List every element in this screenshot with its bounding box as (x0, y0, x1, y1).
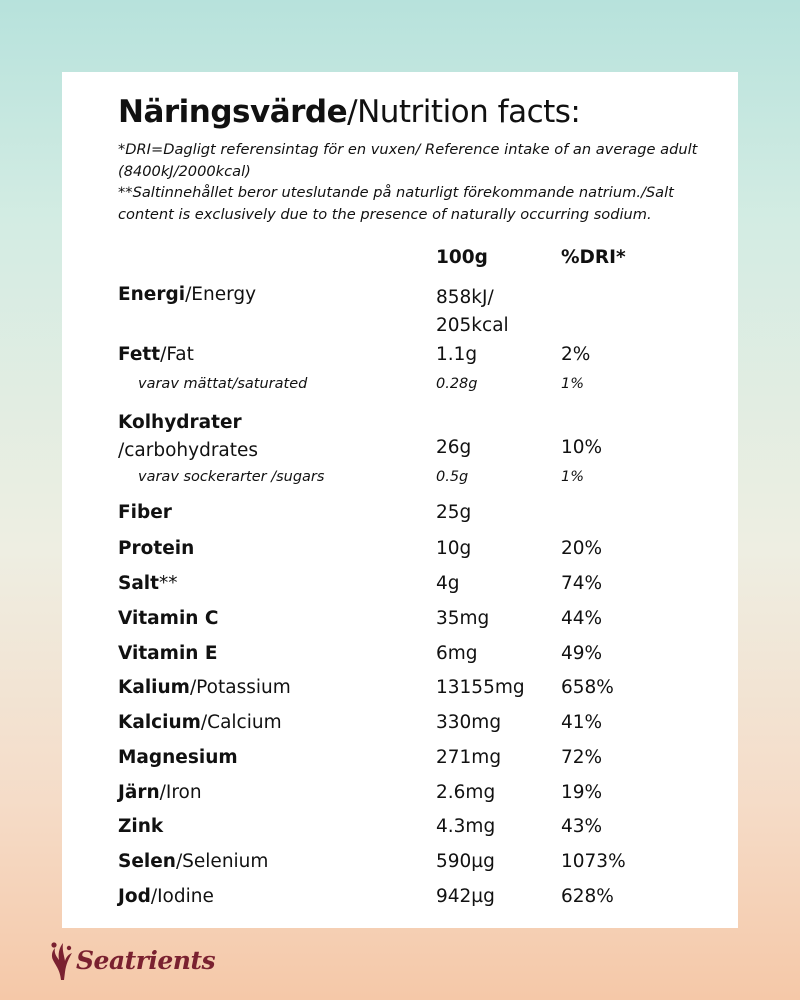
nutrition-card (62, 72, 738, 928)
row-value: 2.6mg (436, 782, 496, 803)
row-value: 858kJ/ 205kcal (436, 287, 509, 336)
row-value: 13155mg (436, 677, 525, 698)
row-sugars (118, 469, 718, 499)
row-fiber (118, 502, 718, 532)
row-value: 0.5g (436, 469, 469, 485)
row-potassium (118, 677, 718, 707)
row-dri: 628% (561, 886, 614, 907)
seaweed-icon (48, 940, 74, 980)
title-bold: Näringsvärde (118, 94, 348, 130)
row-dri: 10% (561, 437, 603, 458)
row-name: Energi/Energy (118, 284, 257, 305)
row-dri: 20% (561, 538, 603, 559)
row-name: Magnesium (118, 747, 238, 768)
row-name: varav sockerarter /sugars (138, 469, 325, 485)
row-dri: 43% (561, 816, 603, 837)
brand-logo (48, 938, 215, 982)
row-name: Vitamin C (118, 608, 219, 629)
row-name: Järn/Iron (118, 782, 202, 803)
row-protein (118, 538, 718, 568)
row-dri: 19% (561, 782, 603, 803)
row-value: 4.3mg (436, 816, 496, 837)
row-name: Fiber (118, 502, 172, 523)
row-magnesium (118, 747, 718, 777)
row-value: 35mg (436, 608, 490, 629)
row-dri: 41% (561, 712, 603, 733)
row-dri: 44% (561, 608, 603, 629)
row-value: 4g (436, 573, 460, 594)
page-title (118, 94, 580, 130)
row-value: 271mg (436, 747, 502, 768)
row-name: Kolhydrater /carbohydrates (118, 412, 259, 461)
row-salt (118, 573, 718, 603)
row-name: Kalcium/Calcium (118, 712, 282, 733)
row-name: Protein (118, 538, 195, 559)
row-dri: 1073% (561, 851, 626, 872)
row-calcium (118, 712, 718, 742)
row-selenium (118, 851, 718, 881)
row-value: 942µg (436, 886, 495, 907)
row-iodine (118, 886, 718, 916)
title-light: /Nutrition facts: (347, 94, 581, 130)
row-value: 1.1g (436, 344, 478, 365)
footnote-salt: **Saltinnehållet beror uteslutande på naturligt förekommande natrium./Salt content is exclusively due to the presence of naturally occurring sodium. (118, 184, 674, 223)
row-zinc (118, 816, 718, 846)
row-value: 25g (436, 502, 472, 523)
row-dri: 49% (561, 643, 603, 664)
row-value: 330mg (436, 712, 502, 733)
row-name: Zink (118, 816, 164, 837)
row-value: 590µg (436, 851, 495, 872)
row-vitamin-c (118, 608, 718, 638)
row-saturated (118, 376, 718, 406)
row-energy (118, 284, 718, 336)
row-value: 0.28g (436, 376, 478, 392)
row-name: Vitamin E (118, 643, 218, 664)
row-dri: 72% (561, 747, 603, 768)
row-name: varav mättat/saturated (138, 376, 308, 392)
row-fat (118, 344, 718, 374)
row-dri: 658% (561, 677, 614, 698)
row-dri: 2% (561, 344, 591, 365)
row-name: Jod/Iodine (118, 886, 214, 907)
row-vitamin-e (118, 643, 718, 673)
column-dri: %DRI* (561, 247, 626, 268)
brand-name: Seatrients (76, 945, 216, 975)
row-name: Kalium/Potassium (118, 677, 291, 698)
row-carbohydrates (118, 409, 718, 469)
row-dri: 74% (561, 573, 603, 594)
row-value: 26g (436, 437, 472, 458)
row-name: Fett/Fat (118, 344, 194, 365)
row-name: Selen/Selenium (118, 851, 269, 872)
table-header (118, 247, 718, 277)
footnote-dri: *DRI=Dagligt referensintag för en vuxen/ Reference intake of an average adult (8400kJ/2000kcal) (118, 141, 698, 180)
row-dri: 1% (561, 376, 585, 392)
column-100g: 100g (436, 247, 488, 268)
row-value: 6mg (436, 643, 478, 664)
row-dri: 1% (561, 469, 585, 485)
row-value: 10g (436, 538, 472, 559)
row-iron (118, 782, 718, 812)
row-name: Salt** (118, 573, 178, 594)
footnotes (118, 139, 718, 225)
